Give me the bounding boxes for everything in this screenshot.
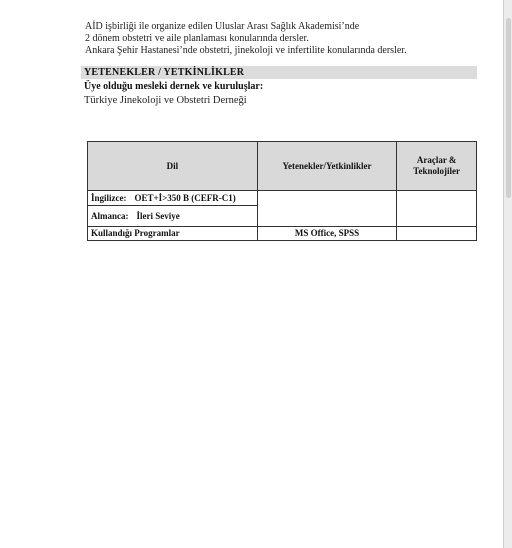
section-title: YETENEKLER / YETKİNLİKLER (84, 67, 245, 78)
table-row (88, 227, 477, 241)
tools-cell (397, 191, 477, 227)
skills-cell (257, 191, 397, 227)
language-label: Almanca: (91, 210, 129, 221)
table-row (88, 191, 477, 206)
teaching-line: AİD işbirliği ile organize edilen Uluslar Arası Sağlık Akademisi’nde (85, 21, 360, 32)
header-skills: Yetenekler/Yetkinlikler (257, 142, 397, 191)
teaching-paragraph (85, 21, 407, 57)
skills-table (87, 141, 477, 241)
teaching-line: Ankara Şehir Hastanesi’nde obstetri, jinekoloji ve infertilite konularında dersler. (85, 45, 407, 56)
header-language: Dil (88, 142, 258, 191)
membership-item: Türkiye Jinekoloji ve Obstetri Derneği (84, 95, 247, 106)
language-label: İngilizce: (91, 192, 127, 203)
memberships-heading: Üye olduğu mesleki dernek ve kuruluşlar: (84, 81, 264, 92)
language-cell (88, 206, 258, 227)
programs-value: MS Office, SPSS (257, 227, 397, 241)
table-header-row (88, 142, 477, 191)
language-english (88, 192, 257, 205)
header-tools: Araçlar & Teknolojiler (397, 142, 477, 191)
language-cell (88, 191, 258, 206)
language-level: OET+İ>350 B (CEFR-C1) (134, 192, 236, 203)
language-german (88, 210, 257, 223)
programs-label: Kullandığı Programlar (88, 227, 258, 241)
programs-tools (397, 227, 477, 241)
teaching-line: 2 dönem obstetri ve aile planlaması konularında dersler. (85, 33, 309, 44)
vertical-scrollbar[interactable] (504, 0, 512, 548)
language-level: İleri Seviye (136, 210, 180, 221)
scrollbar-thumb[interactable] (506, 18, 511, 198)
